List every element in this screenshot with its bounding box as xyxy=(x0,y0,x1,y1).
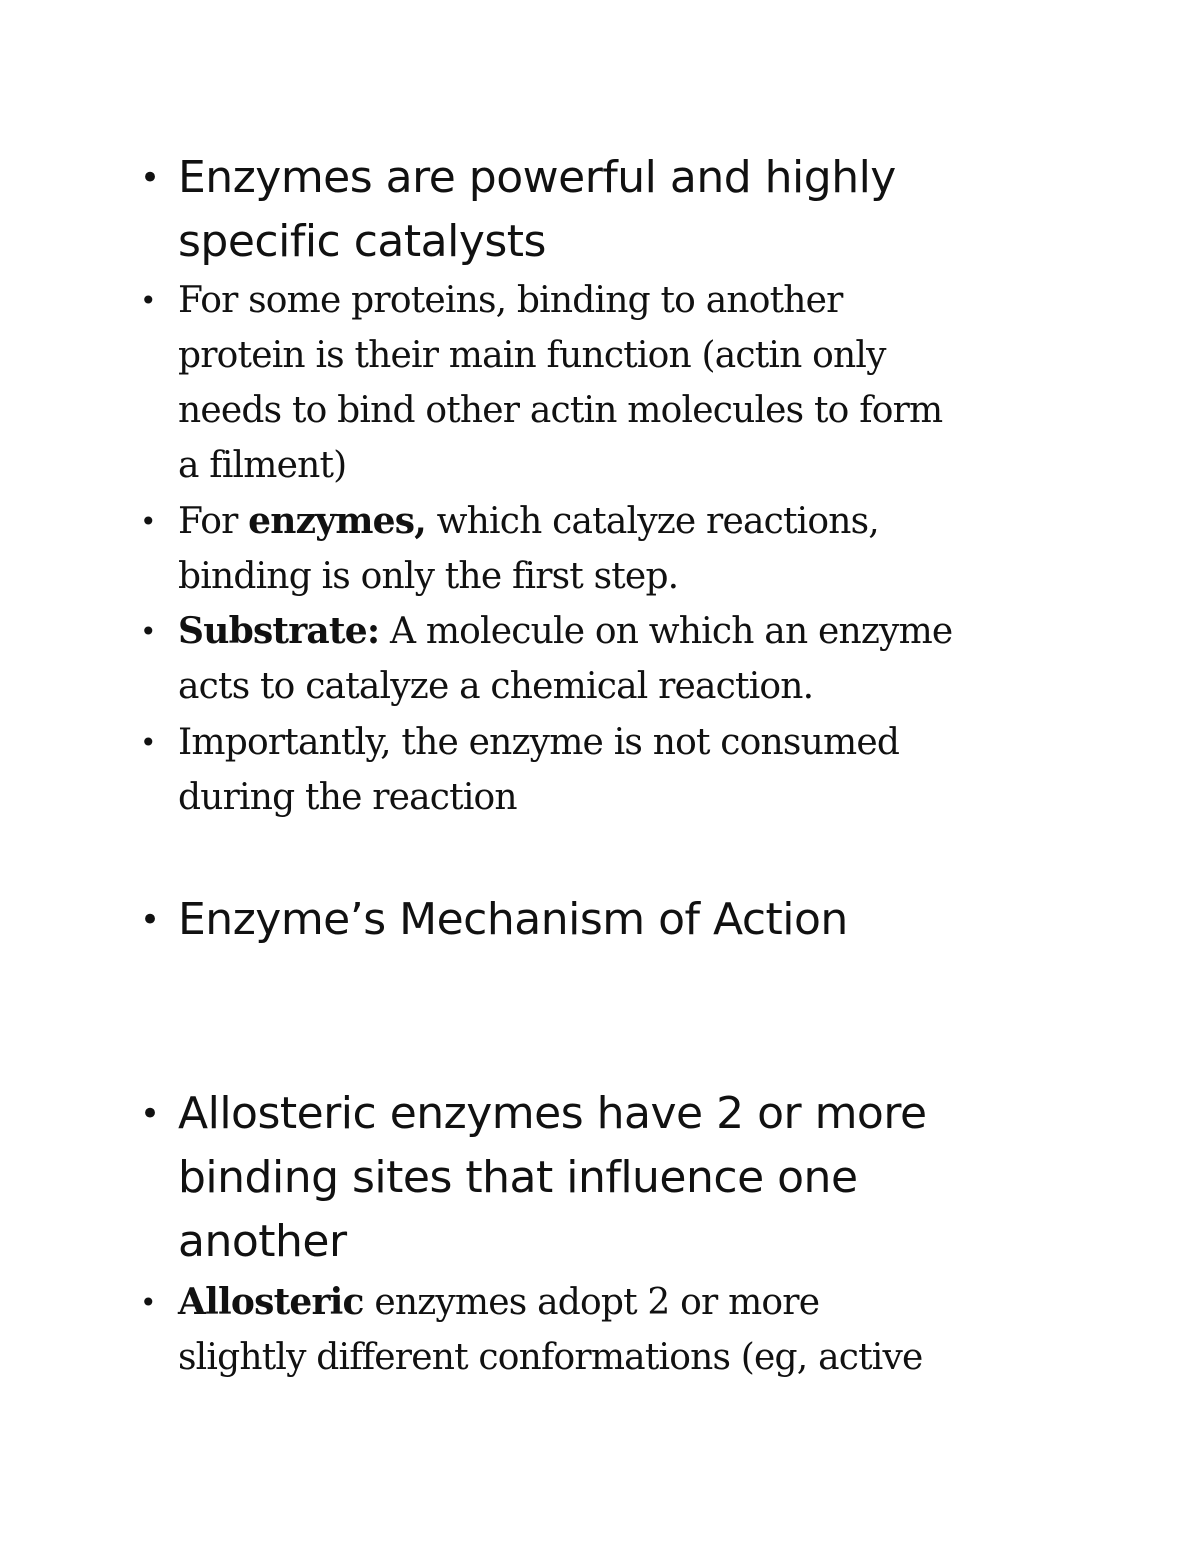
text-line: • For some proteins, binding to another xyxy=(178,280,843,321)
text-prefix: For xyxy=(178,501,249,542)
text-line: another xyxy=(178,1216,347,1267)
bullet-protein-binding xyxy=(140,273,1060,493)
text-line: a filment) xyxy=(178,445,347,486)
bullet-not-consumed xyxy=(140,715,1060,825)
text-line: binding is only the first step. xyxy=(178,556,679,597)
text-line: • Enzymes are powerful and highly xyxy=(178,152,896,203)
text-line: needs to bind other actin molecules to form xyxy=(178,390,943,431)
bold-term: Allosteric xyxy=(178,1281,364,1323)
bullet-allosteric-sites xyxy=(140,1082,1060,1274)
bullet-enzymes-binding xyxy=(140,494,1060,604)
bullet-mechanism-of-action xyxy=(140,888,1060,952)
text-line: • Importantly, the enzyme is not consumed xyxy=(178,722,900,763)
text-line: binding sites that influence one xyxy=(178,1152,858,1203)
bullet-substrate xyxy=(140,604,1060,714)
text-line: slightly different conformations (eg, active xyxy=(178,1337,923,1378)
text-line: protein is their main function (actin only xyxy=(178,335,886,376)
bold-term: Substrate: xyxy=(178,610,380,652)
text-rest: enzymes adopt 2 or more xyxy=(363,1282,820,1323)
text-line xyxy=(178,1275,1060,1330)
text-rest: which catalyze reactions, xyxy=(425,501,879,542)
text-line xyxy=(178,494,1060,549)
bullet-enzymes-catalysts xyxy=(140,146,1060,274)
text-line xyxy=(178,604,1060,659)
text-line: • Allosteric enzymes have 2 or more xyxy=(178,1088,927,1139)
text-line: during the reaction xyxy=(178,777,517,818)
text-rest: A molecule on which an enzyme xyxy=(379,611,953,652)
bullet-allosteric-conformations xyxy=(140,1275,1060,1385)
text-line: specific catalysts xyxy=(178,216,546,267)
text-line: acts to catalyze a chemical reaction. xyxy=(178,666,814,707)
text-line: • Enzyme’s Mechanism of Action xyxy=(178,894,848,945)
bold-term: enzymes, xyxy=(248,500,426,542)
